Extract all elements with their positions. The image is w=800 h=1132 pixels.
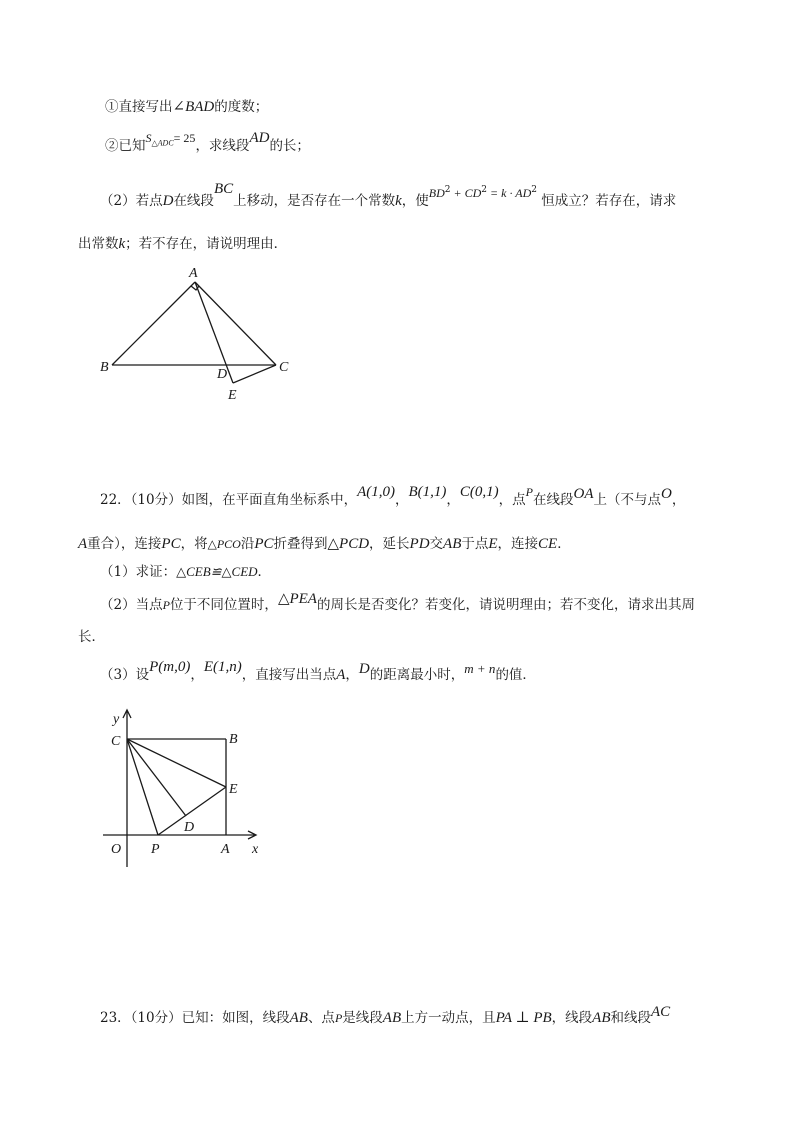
- math-segment-pc: PC: [254, 536, 274, 552]
- text: 上（不与点: [593, 492, 662, 508]
- label-o: O: [111, 842, 122, 857]
- eq-bd: BD: [428, 186, 445, 200]
- label-d: D: [184, 820, 195, 835]
- math-point-a: A: [78, 536, 88, 552]
- label-e: E: [228, 388, 237, 403]
- q22-figure: [95, 705, 275, 870]
- text: （2）若点: [100, 193, 163, 209]
- text: ，延长: [369, 536, 410, 552]
- text: ，使: [401, 193, 429, 209]
- text: 上移动，是否存在一个常数: [233, 193, 396, 209]
- segment-ec: [233, 365, 276, 383]
- text: 的值．: [495, 667, 536, 683]
- segment-ce: [127, 739, 226, 787]
- math-point-p-coord: P(m,0): [149, 659, 191, 675]
- math-point-p: P: [162, 598, 170, 612]
- math-equation: [429, 186, 537, 200]
- math-perpendicular: PA ⊥ PB: [495, 1010, 552, 1026]
- math-triangle-pea: △PEA: [277, 591, 317, 607]
- eq-plus-cd: + CD: [450, 186, 482, 200]
- text: （2）当点: [100, 597, 163, 613]
- label-d: D: [217, 367, 228, 382]
- math-segment-ce: CE: [538, 536, 558, 552]
- text: ．: [257, 564, 272, 580]
- text: ，: [671, 492, 686, 508]
- text: 在线段: [533, 492, 574, 508]
- math-point-p: P: [334, 1011, 343, 1025]
- math-point-c: C(0,1): [459, 484, 499, 500]
- text: ，将: [180, 536, 208, 552]
- math-point-e-coord: E(1,n): [203, 659, 242, 675]
- math-segment-bc: BC: [213, 181, 234, 197]
- segment-ba: [112, 282, 195, 365]
- math-triangle-pco: △PCO: [207, 537, 241, 551]
- text: ，点: [498, 492, 526, 508]
- text: 、点: [307, 1010, 335, 1026]
- label-b: B: [229, 732, 238, 747]
- eq-rest: = k · AD: [487, 186, 532, 200]
- text: ①直接写出: [105, 99, 173, 115]
- eq-sq: 2: [531, 185, 537, 195]
- text: 位于不同位置时，: [169, 597, 278, 613]
- text: 上方一动点，且: [401, 1010, 496, 1026]
- math-area-sub: △ADC: [151, 138, 174, 148]
- text: ，: [446, 492, 460, 508]
- math-segment-pc: PC: [161, 536, 181, 552]
- q22-sub3-line: [100, 659, 536, 685]
- math-segment-ab: AB: [382, 1010, 402, 1026]
- q21-part2-line: [105, 130, 310, 162]
- math-segment-ad: AD: [249, 130, 270, 146]
- eq-sq: 2: [481, 185, 488, 195]
- text: 是线段: [342, 1010, 383, 1026]
- text: 在线段: [173, 193, 214, 209]
- text: 长．: [78, 629, 105, 645]
- text: ；若不存在，请说明理由．: [125, 236, 288, 252]
- math-segment-pd: PD: [409, 536, 430, 552]
- text: （1）求证：: [100, 564, 177, 580]
- q21-figure: [90, 262, 310, 407]
- label-c: C: [111, 734, 121, 749]
- math-segment-ab: AB: [289, 1010, 308, 1026]
- math-congruence: △CEB≌△CED: [176, 564, 258, 579]
- math-point-d: D: [358, 661, 370, 677]
- math-m-plus-n: m + n: [464, 661, 496, 676]
- text: 沿: [240, 536, 255, 552]
- q22-line2: [78, 534, 571, 554]
- text: （3）设: [100, 667, 150, 683]
- label-b: B: [100, 360, 109, 375]
- label-x: x: [252, 842, 259, 857]
- text: 22．（10分）如图，在平面直角坐标系中，: [100, 492, 358, 508]
- text: ②已知: [105, 138, 146, 154]
- q22-sub2-line2: [78, 627, 105, 647]
- math-point-b: B(1,1): [408, 484, 447, 500]
- text: 出常数: [78, 236, 119, 252]
- math-segment-ac: AC: [651, 1004, 671, 1020]
- math-segment-ab: AB: [443, 536, 462, 552]
- text: ，线段: [551, 1010, 593, 1026]
- text: 的周长是否变化？若变化，请说明理由；若不变化，请求出其周: [316, 597, 695, 613]
- math-segment-oa: OA: [573, 486, 594, 502]
- text: ．: [557, 536, 571, 552]
- label-a: A: [221, 842, 230, 857]
- text: ，直接写出当点: [241, 667, 337, 683]
- label-p: P: [151, 842, 160, 857]
- math-angle-bad: ∠BAD: [172, 99, 215, 115]
- text: 重合），连接: [87, 536, 162, 552]
- text: 于点: [461, 536, 489, 552]
- eq-sq: 2: [444, 185, 451, 195]
- segment-ae: [195, 282, 233, 383]
- text: 和线段: [610, 1010, 651, 1026]
- text: ，: [345, 667, 359, 683]
- math-k: k: [395, 193, 402, 209]
- math-point-a: A: [336, 667, 346, 683]
- math-point-d: D: [162, 193, 174, 209]
- segment-cd: [127, 739, 186, 816]
- text: 交: [429, 536, 444, 552]
- q22-heading-line: [100, 484, 686, 510]
- text: 折叠得到: [273, 536, 328, 552]
- q22-sub1-line: [100, 562, 271, 582]
- math-area-s: S: [145, 131, 152, 145]
- text: 的长；: [269, 138, 310, 154]
- q21-part4-line: [78, 234, 287, 254]
- math-point-a: A(1,0): [357, 484, 396, 500]
- math-k: k: [118, 236, 126, 252]
- segment-ac: [195, 282, 276, 365]
- math-area-value: = 25: [173, 131, 196, 145]
- text: ，连接: [497, 536, 539, 552]
- math-triangle-pcd: △PCD: [327, 536, 370, 552]
- q23-heading-line: [100, 1004, 671, 1028]
- text: 的度数；: [214, 99, 269, 115]
- q21-part3-line: [100, 181, 677, 211]
- q22-sub2-line: [100, 591, 695, 615]
- math-segment-ab: AB: [592, 1010, 611, 1026]
- math-point-e: E: [488, 536, 498, 552]
- label-c: C: [279, 360, 289, 375]
- math-point-o: O: [661, 486, 672, 502]
- text: 23．（10分）已知：如图，线段: [100, 1010, 290, 1026]
- label-a: A: [189, 266, 198, 281]
- text: 恒成立？若存在，请求: [541, 193, 677, 209]
- label-e: E: [229, 782, 238, 797]
- label-y: y: [113, 712, 120, 727]
- text: 的距离最小时，: [369, 667, 465, 683]
- text: ，: [190, 667, 204, 683]
- q21-part1-line: [105, 97, 268, 117]
- segment-cp: [127, 739, 158, 835]
- text: ，求线段: [195, 138, 250, 154]
- text: ，: [395, 492, 409, 508]
- math-point-p: P: [525, 485, 534, 499]
